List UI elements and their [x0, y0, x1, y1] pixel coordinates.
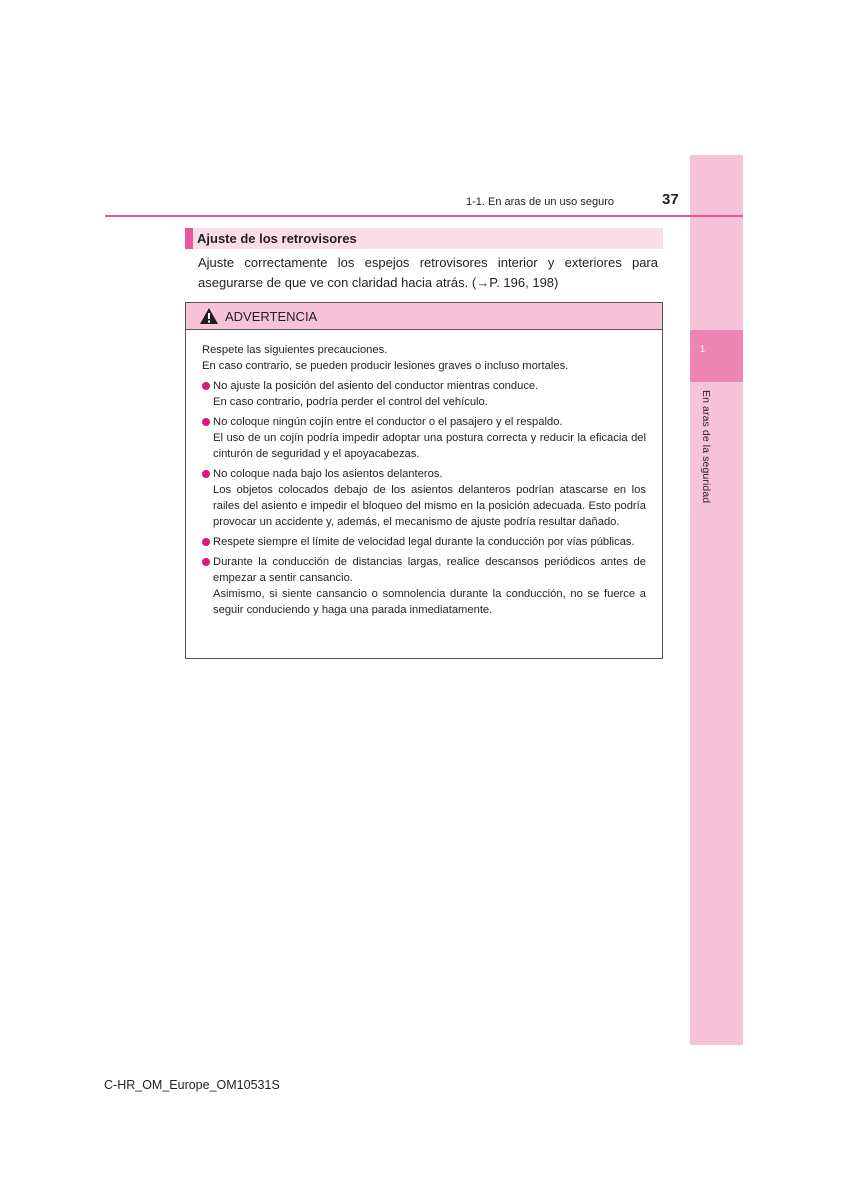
- warning-item-lead: No coloque ningún cojín entre el conductor o el pasajero y el respaldo.: [213, 416, 563, 428]
- warning-body: [186, 330, 662, 618]
- chapter-label: En aras de la seguridad: [700, 390, 712, 504]
- subsection-accent-bar: [185, 228, 193, 249]
- warning-item: [202, 466, 646, 530]
- bullet-dot-icon: [202, 470, 210, 478]
- document-code: C-HR_OM_Europe_OM10531S: [104, 1078, 280, 1092]
- header-divider: [105, 215, 743, 217]
- warning-item: [202, 534, 646, 550]
- warning-item: [202, 414, 646, 462]
- warning-item-detail: Los objetos colocados debajo de los asientos delanteros podrían atascarse en los railes del asiento e impedir el bloqueo del mismo en la posición adecuada. Esto podría provocar un accidente y, además, el mecanismo de ajuste podría resultar dañado.: [213, 484, 646, 528]
- bullet-dot-icon: [202, 382, 210, 390]
- warning-item: [202, 378, 646, 410]
- bullet-dot-icon: [202, 538, 210, 546]
- chapter-number: 1: [700, 344, 706, 354]
- warning-header: [186, 303, 662, 330]
- warning-item-lead: No coloque nada bajo los asientos delanteros.: [213, 468, 443, 480]
- warning-item-detail: El uso de un cojín podría impedir adoptar una postura correcta y reducir la eficacia del cinturón de seguridad y el apoyacabezas.: [213, 432, 646, 460]
- subsection-heading: [185, 228, 663, 249]
- header-section-title: 1-1. En aras de un uso seguro: [466, 196, 614, 208]
- warning-item-lead: Durante la conducción de distancias largas, realice descansos periódicos antes de empezar a sentir cansancio.: [213, 556, 646, 584]
- warning-box: [185, 302, 663, 659]
- chapter-side-tab: [690, 155, 743, 1045]
- bullet-dot-icon: [202, 558, 210, 566]
- intro-paragraph: Ajuste correctamente los espejos retrovisores interior y exteriores para asegurarse de que ve con claridad hacia atrás. (→P. 196, 198): [198, 255, 658, 290]
- bullet-dot-icon: [202, 418, 210, 426]
- chapter-tab-active: [690, 330, 743, 382]
- warning-item-lead: Respete siempre el límite de velocidad legal durante la conducción por vías públicas.: [213, 536, 635, 548]
- warning-intro-line: En caso contrario, se pueden producir lesiones graves o incluso mortales.: [202, 360, 569, 372]
- page-number: 37: [662, 191, 679, 208]
- warning-title: ADVERTENCIA: [225, 308, 318, 324]
- warning-item-detail: Asimismo, si siente cansancio o somnolencia durante la conducción, no se fuerce a seguir conduciendo y haga una parada inmediatamente.: [213, 588, 646, 616]
- warning-triangle-icon: [199, 307, 219, 325]
- warning-item-detail: En caso contrario, podría perder el control del vehículo.: [213, 396, 488, 408]
- warning-item-lead: No ajuste la posición del asiento del conductor mientras conduce.: [213, 380, 539, 392]
- warning-item: [202, 554, 646, 618]
- warning-intro-line: Respete las siguientes precauciones.: [202, 344, 388, 356]
- subsection-title: Ajuste de los retrovisores: [197, 231, 357, 246]
